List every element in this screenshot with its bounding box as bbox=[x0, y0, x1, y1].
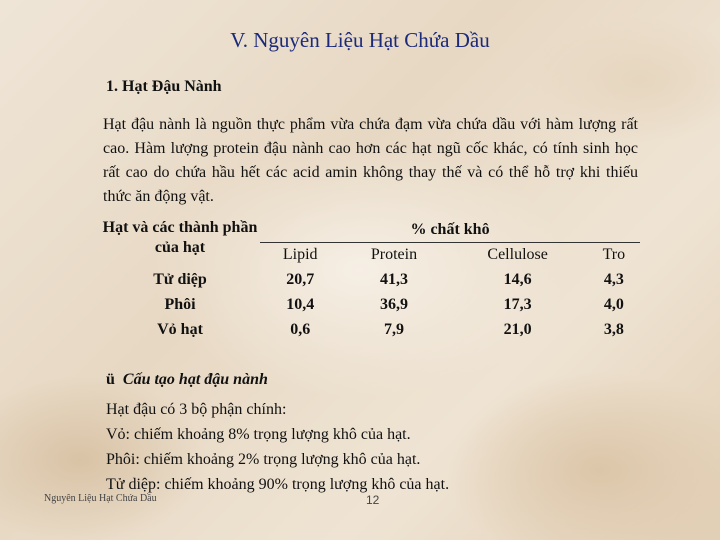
checkmark-icon: ü bbox=[106, 371, 115, 388]
table-cell: 0,6 bbox=[290, 320, 311, 338]
row-label: Vỏ hạt bbox=[157, 320, 203, 338]
structure-heading-text: Cấu tạo hạt đậu nành bbox=[122, 371, 268, 388]
table-cell: 4,3 bbox=[603, 270, 624, 288]
table-cell: 4,0 bbox=[603, 295, 624, 313]
table-cell: 36,9 bbox=[379, 295, 408, 313]
row-label: Phôi bbox=[164, 295, 196, 313]
list-item: Phôi: chiếm khoảng 2% trọng lượng khô của hạt. bbox=[106, 451, 421, 468]
footer-title: Nguyên Liệu Hạt Chứa Dầu bbox=[44, 493, 157, 504]
table-cell: 20,7 bbox=[286, 270, 315, 288]
list-item: Tử diệp: chiếm khoảng 90% trọng lượng khô của hạt. bbox=[106, 476, 450, 493]
list-item: Vỏ: chiếm khoảng 8% trọng lượng khô của hạt. bbox=[106, 426, 411, 443]
section-subtitle: 1. Hạt Đậu Nành bbox=[106, 78, 222, 95]
table-row bbox=[100, 267, 640, 292]
dry-matter-header: % chất khô bbox=[260, 218, 640, 243]
structure-heading bbox=[106, 371, 268, 389]
table-row bbox=[100, 317, 640, 342]
table-cell: 17,3 bbox=[503, 295, 532, 313]
table-cell: 41,3 bbox=[379, 270, 408, 288]
composition-table bbox=[100, 218, 640, 342]
table-cell: 7,9 bbox=[383, 320, 404, 338]
table-row bbox=[100, 292, 640, 317]
row-label: Tử diệp bbox=[153, 270, 207, 288]
page-number: 12 bbox=[366, 493, 380, 507]
table-cell: 21,0 bbox=[503, 320, 532, 338]
table-cell: 10,4 bbox=[286, 295, 315, 313]
slide-title: V. Nguyên Liệu Hạt Chứa Dầu bbox=[230, 28, 490, 52]
intro-paragraph: Hạt đậu nành là nguồn thực phẩm vừa chứa đạm vừa chứa dầu với hàm lượng rất cao. Hàm lượng protein đậu nành cao hơn các hạt ngũ cốc khác, có tính sinh học rất cao do chứa hầu hết các acid amin không thay thế và có thể hỗ trợ khi thiếu thức ăn động vật. bbox=[103, 116, 638, 205]
table-cell: 3,8 bbox=[603, 320, 624, 338]
list-item: Hạt đậu có 3 bộ phận chính: bbox=[106, 401, 287, 418]
column-header-cellulose: Cellulose bbox=[487, 246, 548, 263]
column-header-lipid: Lipid bbox=[282, 246, 318, 263]
table-cell: 14,6 bbox=[503, 270, 532, 288]
structure-list bbox=[106, 397, 449, 497]
column-header-protein: Protein bbox=[370, 246, 418, 263]
column-header-ash: Tro bbox=[602, 246, 626, 263]
table-row-header: Hạt và các thành phần của hạt bbox=[102, 219, 258, 256]
